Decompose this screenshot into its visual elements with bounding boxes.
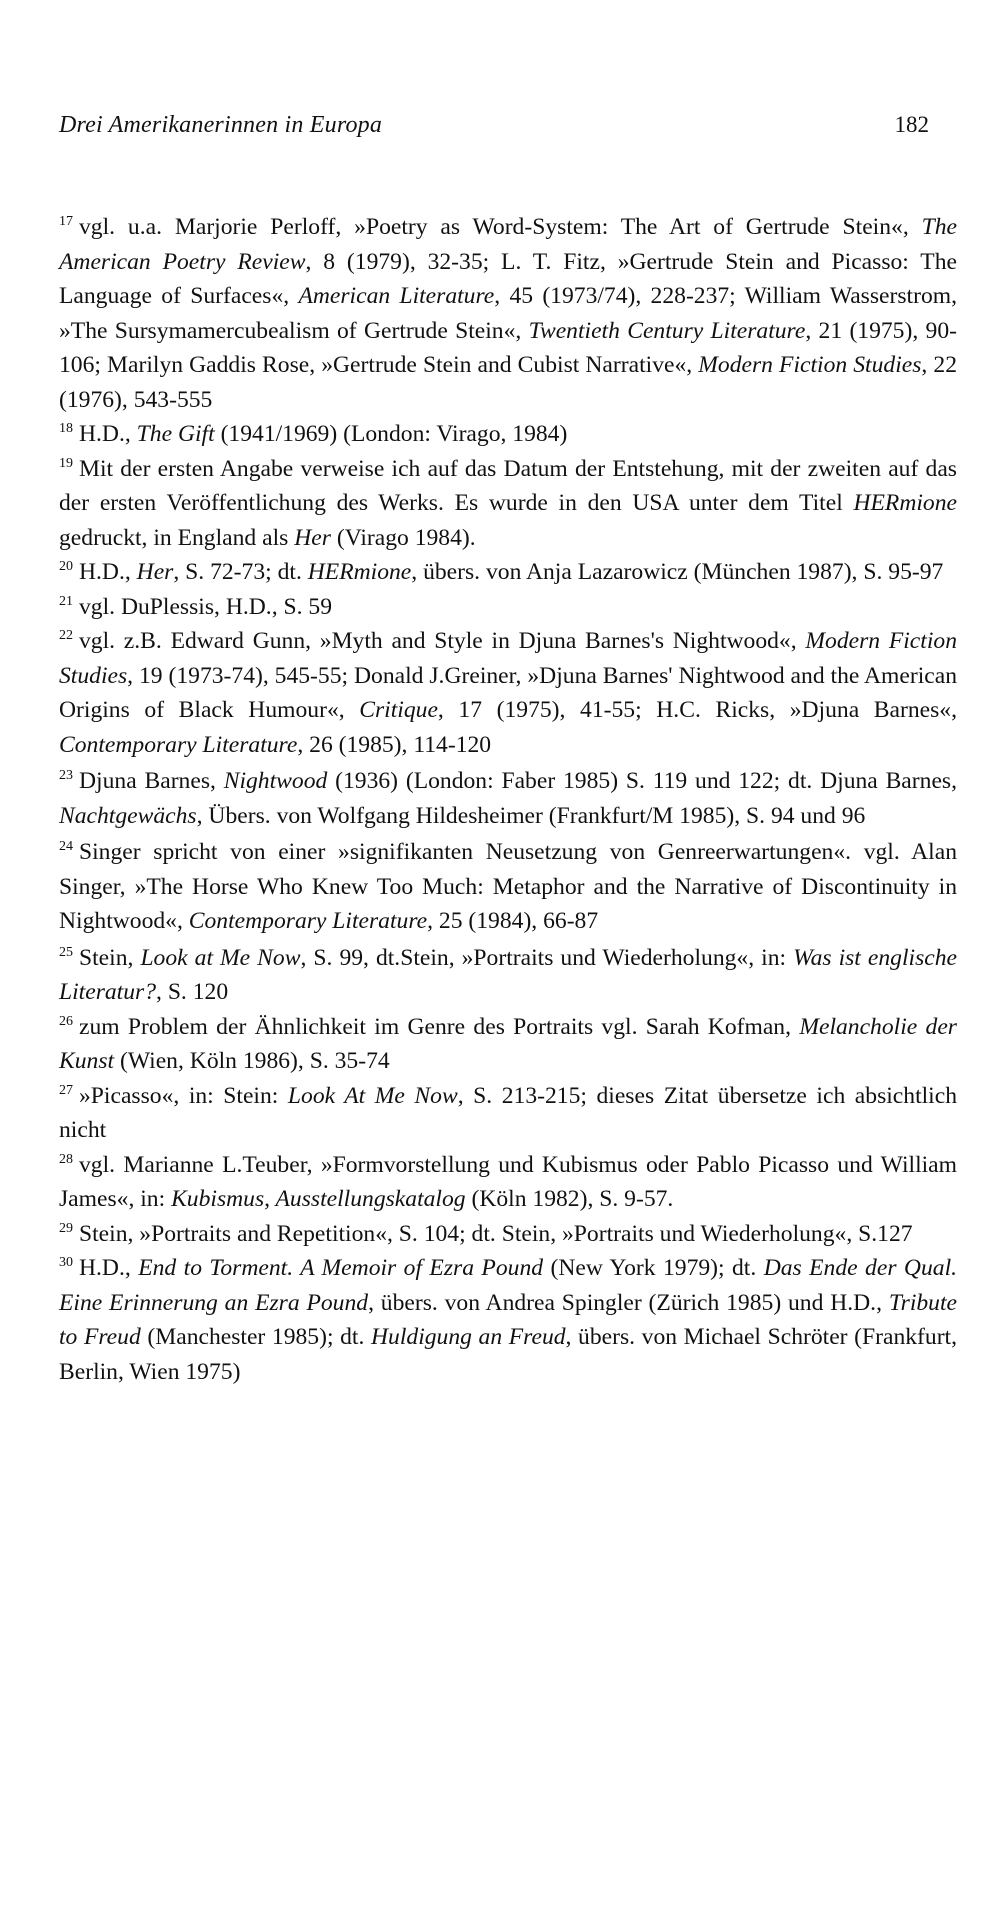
footnote-text: »Picasso«, in: Stein: bbox=[79, 1082, 288, 1109]
footnote-text: , Übers. von Wolfgang Hildesheimer (Frankfurt/M 1985), S. 94 und 96 bbox=[196, 802, 866, 829]
footnote-number: 24 bbox=[59, 839, 73, 855]
footnote-text: , S. 99, dt.Stein, »Portraits und Wiederholung«, in: bbox=[300, 944, 794, 971]
footnote-20 bbox=[59, 555, 957, 590]
footnote-italic-title: HERmione bbox=[853, 490, 957, 516]
footnote-italic-title: Nightwood bbox=[223, 768, 328, 794]
footnote-italic-title: Contemporary Literature bbox=[188, 908, 428, 934]
footnote-text: gedruckt, in England als bbox=[59, 524, 295, 551]
footnote-text: Singer spricht von einer »signifikanten Neusetzung von Genreerwartungen«. vgl. Alan Singer, »The Horse Who Knew Too Much: Metaphor and the Narrative of Discontinuity in Nightwood«, bbox=[59, 839, 957, 934]
footnote-text: Stein, »Portraits and Repetition«, S. 104; dt. Stein, »Portraits und Wiederholung«, S.127 bbox=[79, 1220, 913, 1247]
page-number: 182 bbox=[894, 112, 929, 137]
footnote-24 bbox=[59, 835, 957, 939]
footnote-text: Stein, bbox=[79, 944, 141, 971]
footnote-italic-title: Huldigung an Freud bbox=[371, 1324, 566, 1350]
footnote-22 bbox=[59, 624, 957, 762]
footnote-number: 27 bbox=[59, 1082, 73, 1098]
footnote-number: 26 bbox=[59, 1013, 73, 1029]
footnote-italic-title: Was ist englische Literatur? bbox=[59, 944, 957, 1005]
footnote-text: , übers. von Andrea Spingler (Zürich 1985) und H.D., bbox=[368, 1289, 889, 1316]
footnote-text: vgl. u.a. Marjorie Perloff, »Poetry as Word-System: The Art of Gertrude Stein«, bbox=[79, 214, 922, 240]
footnote-28 bbox=[59, 1148, 957, 1217]
footnote-text: vgl. DuPlessis, H.D., S. 59 bbox=[79, 593, 333, 620]
footnote-italic-title: Das Ende der Qual. Eine Erinnerung an Ezra Pound bbox=[59, 1255, 958, 1316]
page-header bbox=[59, 112, 929, 152]
footnote-18 bbox=[59, 417, 957, 452]
footnote-italic-title: The Gift bbox=[136, 421, 215, 447]
footnote-italic-title: Melancholie der Kunst bbox=[59, 1013, 957, 1074]
footnote-text: vgl. z.B. Edward Gunn, »Myth and Style in Djuna Barnes's Nightwood«, bbox=[79, 628, 806, 654]
footnote-text: vgl. Marianne L.Teuber, »Formvorstellung und Kubismus oder Pablo Picasso und William James«, in: bbox=[59, 1151, 957, 1212]
footnote-text: H.D., bbox=[79, 1255, 139, 1281]
footnote-text: (Manchester 1985); dt. bbox=[140, 1324, 371, 1350]
footnotes-list bbox=[59, 210, 957, 1389]
footnote-number: 21 bbox=[59, 593, 73, 609]
footnote-text: , 21 (1975), 90-106; Marilyn Gaddis Rose, »Gertrude Stein and Cubist Narrative«, bbox=[59, 317, 957, 378]
footnote-text: , S. 213-215; dieses Zitat übersetze ich absichtlich nicht bbox=[59, 1082, 958, 1143]
footnote-26 bbox=[59, 1010, 957, 1079]
footnote-23 bbox=[59, 764, 957, 833]
footnote-29 bbox=[59, 1217, 957, 1252]
footnote-text: (1941/1969) (London: Virago, 1984) bbox=[214, 421, 568, 447]
footnote-text: , 45 (1973/74), 228-237; William Wasserstrom, »The Sursymamercubealism of Gertrude Stein«, bbox=[59, 283, 958, 344]
footnote-text: (Köln 1982), S. 9-57. bbox=[465, 1186, 674, 1212]
footnote-italic-title: Nachtgewächs bbox=[59, 802, 197, 829]
footnote-text: , S. 72-73; dt. bbox=[173, 559, 308, 585]
footnote-30 bbox=[59, 1251, 957, 1389]
footnote-19 bbox=[59, 452, 957, 556]
footnote-text: H.D., bbox=[79, 421, 137, 447]
footnote-text: , 17 (1975), 41-55; H.C. Ricks, »Djuna Barnes«, bbox=[437, 697, 957, 723]
footnote-25 bbox=[59, 941, 957, 1010]
footnote-italic-title: HERmione bbox=[307, 559, 412, 585]
footnote-italic-title: Modern Fiction Studies bbox=[59, 628, 957, 689]
footnote-text: , 8 (1979), 32-35; L. T. Fitz, »Gertrude Stein and Picasso: The Language of Surfaces«, bbox=[59, 248, 957, 309]
footnote-italic-title: Twentieth Century Literature bbox=[528, 317, 806, 344]
footnote-text: , übers. von Anja Lazarowicz (München 1987), S. 95-97 bbox=[411, 559, 944, 585]
footnote-27 bbox=[59, 1079, 957, 1148]
footnote-text: H.D., bbox=[79, 559, 137, 585]
footnote-number: 29 bbox=[59, 1220, 73, 1236]
footnote-number: 25 bbox=[59, 944, 73, 960]
footnote-italic-title: End to Torment. A Memoir of Ezra Pound bbox=[138, 1255, 544, 1281]
footnote-text: , 19 (1973-74), 545-55; Donald J.Greiner, »Djuna Barnes' Nightwood and the American Origins of Black Humour«, bbox=[59, 662, 957, 723]
footnote-number: 17 bbox=[59, 214, 73, 230]
footnote-21 bbox=[59, 590, 957, 625]
footnote-text: (Wien, Köln 1986), S. 35-74 bbox=[114, 1048, 390, 1074]
footnote-text: , 22 (1976), 543-555 bbox=[59, 352, 957, 413]
footnote-text: (New York 1979); dt. bbox=[543, 1255, 764, 1281]
footnote-text: (Virago 1984). bbox=[330, 524, 476, 551]
footnote-italic-title: Her bbox=[136, 559, 174, 585]
footnote-number: 20 bbox=[59, 559, 73, 575]
footnote-italic-title: The American Poetry Review bbox=[59, 214, 957, 275]
footnote-number: 30 bbox=[59, 1255, 73, 1271]
footnote-text: , 26 (1985), 114-120 bbox=[297, 731, 492, 758]
footnote-text: (1936) (London: Faber 1985) S. 119 und 122; dt. Djuna Barnes, bbox=[327, 768, 957, 794]
footnote-italic-title: Modern Fiction Studies bbox=[698, 352, 922, 378]
footnote-number: 18 bbox=[59, 421, 73, 437]
footnote-text: , übers. von Michael Schröter (Frankfurt, Berlin, Wien 1975) bbox=[59, 1324, 958, 1385]
footnote-italic-title: Look At Me Now bbox=[287, 1082, 458, 1109]
footnote-italic-title: Contemporary Literature bbox=[59, 731, 298, 758]
footnote-italic-title: Critique bbox=[359, 697, 438, 723]
footnote-number: 22 bbox=[59, 628, 73, 644]
footnote-italic-title: Kubismus, Ausstellungskatalog bbox=[171, 1186, 466, 1212]
footnote-text: , S. 120 bbox=[156, 979, 229, 1005]
footnote-italic-title: Tribute to Freud bbox=[59, 1289, 957, 1350]
footnote-text: Djuna Barnes, bbox=[79, 768, 224, 794]
footnote-text: Mit der ersten Angabe verweise ich auf das Datum der Entstehung, mit der zweiten auf das der ersten Veröffentlichung des Werks. Es wurde in den USA unter dem Titel bbox=[59, 455, 957, 516]
footnote-italic-title: American Literature bbox=[298, 283, 495, 309]
running-title: Drei Amerikanerinnen in Europa bbox=[59, 112, 383, 138]
footnote-number: 28 bbox=[59, 1151, 73, 1167]
footnote-italic-title: Her bbox=[294, 524, 331, 551]
footnote-number: 23 bbox=[59, 768, 73, 784]
footnote-17 bbox=[59, 210, 957, 417]
footnote-number: 19 bbox=[59, 455, 73, 471]
footnote-text: , 25 (1984), 66-87 bbox=[427, 908, 599, 934]
footnote-italic-title: Look at Me Now bbox=[140, 944, 301, 971]
footnote-text: zum Problem der Ähnlichkeit im Genre des Portraits vgl. Sarah Kofman, bbox=[79, 1013, 800, 1040]
